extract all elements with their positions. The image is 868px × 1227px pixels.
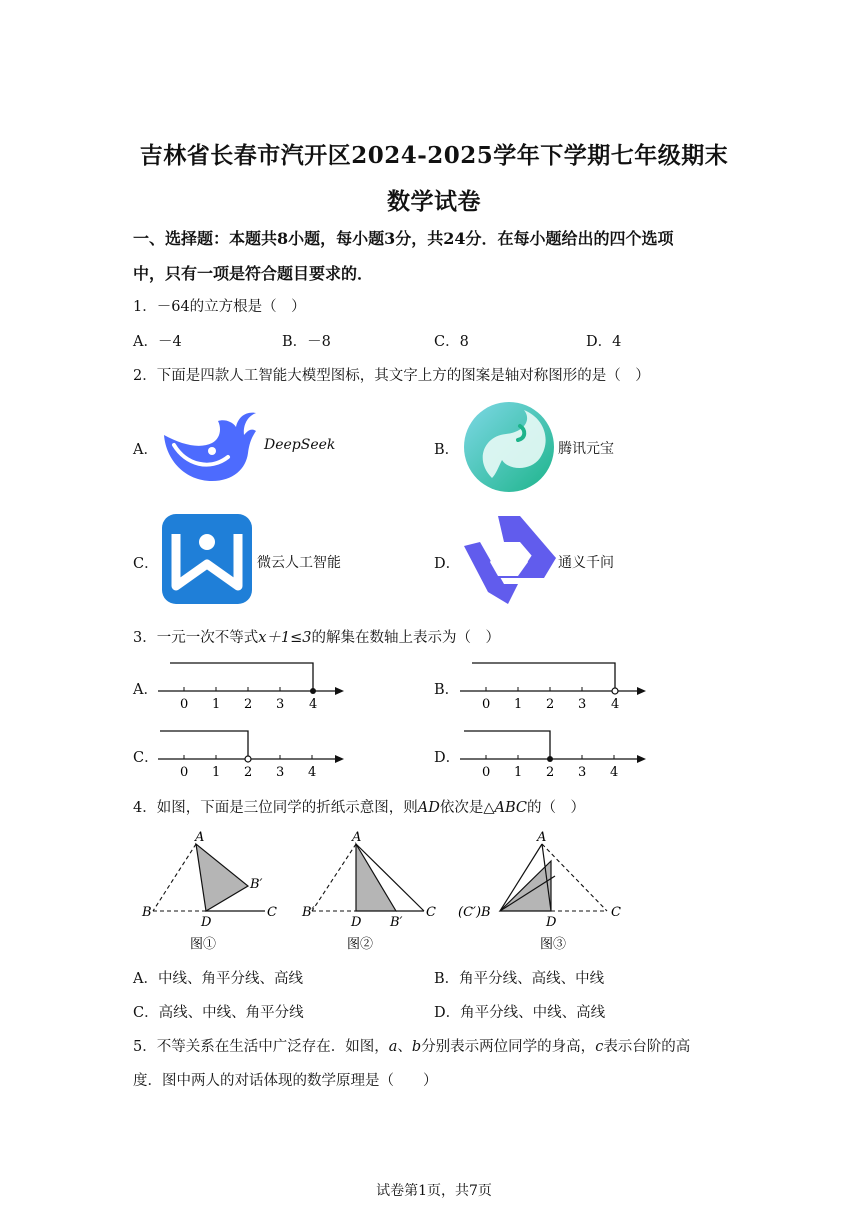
deepseek-caption: DeepSeek [264, 437, 336, 453]
label-bprime-2: B′ [390, 915, 403, 930]
label-b: B [142, 905, 152, 920]
tick-0: 0 [180, 697, 189, 712]
fold-figure-1 [140, 826, 290, 956]
q2-option-b-letter: B． [434, 442, 460, 458]
label-a: A [352, 830, 362, 845]
tick-3: 3 [578, 765, 587, 780]
numberline-a [150, 656, 350, 712]
q3-option-d-letter: D． [434, 750, 461, 766]
q5-line1-c: 表示台阶的高 [603, 1039, 691, 1055]
fig-caption-1: 图① [190, 937, 217, 952]
weiyun-caption: 微云人工智能 [257, 555, 341, 571]
label-d: D [351, 915, 362, 930]
label-bprime: B′ [250, 877, 263, 892]
tick-1: 1 [212, 697, 221, 712]
tick-2: 2 [244, 697, 253, 712]
label-c: C [426, 905, 436, 920]
q4-stem-a: 4．如图，下面是三位同学的折纸示意图，则 [133, 800, 418, 816]
q4-option-b: B．角平分线、高线、中线 [434, 971, 605, 987]
tick-1: 1 [212, 765, 221, 780]
q3-stem [133, 626, 500, 647]
q4-option-c: C．高线、中线、角平分线 [133, 1005, 304, 1021]
q3-option-c-letter: C． [133, 750, 159, 766]
fig-caption-3: 图③ [540, 937, 567, 952]
tick-4: 4 [308, 765, 317, 780]
q2-option-a-letter: A． [133, 442, 158, 458]
label-d: D [201, 915, 212, 930]
q4-stem [133, 796, 585, 817]
tick-4: 4 [611, 697, 620, 712]
tick-1: 1 [514, 697, 523, 712]
tick-2: 2 [546, 765, 555, 780]
q5-line2: 度．图中两人的对话体现的数学原理是（ ） [133, 1073, 438, 1089]
q5-line1 [133, 1035, 690, 1056]
tick-4: 4 [309, 697, 318, 712]
q4-option-a: A．中线、角平分线、高线 [133, 971, 303, 987]
q5-var-c: c [595, 1039, 604, 1055]
q5-var-a: a [388, 1039, 398, 1055]
numberline-d [452, 724, 652, 780]
tick-3: 3 [276, 697, 285, 712]
tick-2: 2 [546, 697, 555, 712]
q1-option-c: C．8 [434, 334, 469, 350]
q5-sep: 、 [397, 1039, 412, 1055]
q3-stem-b: 的解集在数轴上表示为（ ） [311, 630, 501, 646]
q4-option-d: D．角平分线、中线、高线 [434, 1005, 606, 1021]
q2-stem: 2．下面是四款人工智能大模型图标，其文字上方的图案是轴对称图形的是（ ） [133, 368, 650, 384]
exam-title-line2: 数学试卷 [387, 188, 481, 215]
q1-option-a: A．－4 [133, 334, 182, 350]
q2-option-d-letter: D． [434, 556, 461, 572]
weiyun-icon [162, 514, 252, 604]
q1-option-b: B．－8 [282, 334, 331, 350]
q3-option-a-letter: A． [133, 682, 158, 698]
tick-4: 4 [610, 765, 619, 780]
label-c: C [267, 905, 277, 920]
tongyi-icon [462, 512, 556, 606]
label-cprime-b: (C′)B [458, 905, 491, 920]
label-a: A [537, 830, 547, 845]
numberline-b [452, 656, 652, 712]
deepseek-whale-icon [160, 405, 260, 485]
section-heading-line2: 中，只有一项是符合题目要求的． [133, 264, 374, 283]
section-heading-line1: 一、选择题：本题共8小题，每小题3分，共24分．在每小题给出的四个选项 [133, 229, 674, 248]
tongyi-caption: 通义千问 [558, 555, 614, 571]
yuanbao-caption: 腾讯元宝 [558, 441, 614, 457]
tick-2: 2 [244, 765, 253, 780]
q1-option-d: D．4 [586, 334, 622, 350]
label-d: D [546, 915, 557, 930]
q5-var-b: b [411, 1039, 422, 1055]
tick-0: 0 [180, 765, 189, 780]
q3-stem-expr: x＋1≤3 [258, 630, 312, 646]
q5-line1-b: 分别表示两位同学的身高， [421, 1039, 596, 1055]
tick-0: 0 [482, 697, 491, 712]
label-c: C [611, 905, 621, 920]
fold-figure-3 [455, 826, 630, 956]
numberline-c [150, 724, 350, 780]
tick-0: 0 [482, 765, 491, 780]
q4-stem-c: 的（ ） [527, 800, 585, 816]
q2-option-c-letter: C． [133, 556, 159, 572]
q4-stem-b: 依次是△ [439, 800, 495, 816]
tick-1: 1 [514, 765, 523, 780]
label-a: A [195, 830, 205, 845]
label-bprime: B′ [302, 905, 315, 920]
q4-stem-ad: AD [417, 800, 440, 816]
q3-option-b-letter: B． [434, 682, 460, 698]
fold-figure-2 [300, 826, 450, 956]
q3-stem-a: 3．一元一次不等式 [133, 630, 259, 646]
q4-stem-abc: ABC [494, 800, 527, 816]
q1-stem: 1．－64的立方根是（ ） [133, 299, 306, 315]
tick-3: 3 [276, 765, 285, 780]
q5-line1-a: 5．不等关系在生活中广泛存在．如图， [133, 1039, 389, 1055]
exam-title-line1: 吉林省长春市汽开区2024-2025学年下学期七年级期末 [139, 142, 729, 169]
tick-3: 3 [578, 697, 587, 712]
fig-caption-2: 图② [347, 937, 374, 952]
yuanbao-icon [462, 400, 556, 494]
page-footer: 试卷第1页，共7页 [376, 1183, 492, 1199]
